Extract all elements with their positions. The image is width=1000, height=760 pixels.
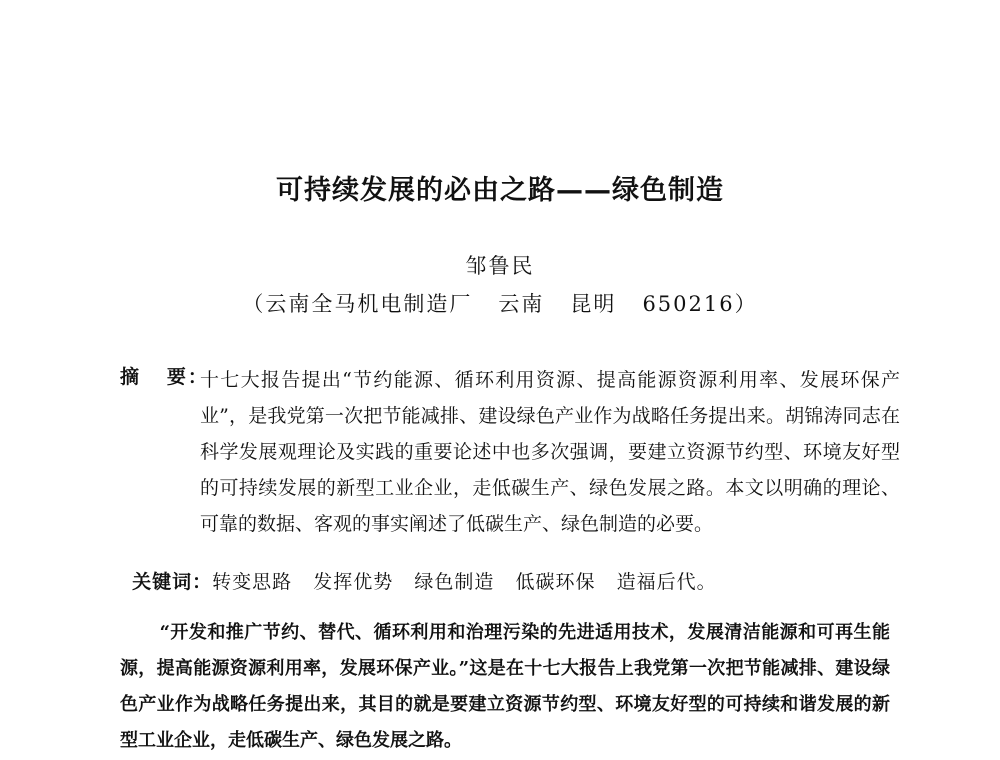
abstract-label: 摘 要： — [120, 366, 209, 388]
author-affiliation: （云南全马机电制造厂 云南 昆明 650216） — [242, 292, 758, 316]
keywords-label: 关键词： — [132, 571, 213, 593]
keywords-list: 转变思路 发挥优势 绿色制造 低碳环保 造福后代。 — [212, 571, 717, 593]
paper-title: 可持续发展的必由之路——绿色制造 — [276, 175, 724, 206]
body-paragraph: “开发和推广节约、替代、循环利用和治理污染的先进适用技术，发展清洁能源和可再生能源，提高能源资源利用率，发展环保产业。”这是在十七大报告上我党第一次把节能减排、建设绿色产业作为战略任务提出来，其目的就是要建立资源节约型、环境友好型的可持续和谐发展的新型工业企业，走低碳生产、绿色发展之路。 — [120, 622, 890, 751]
keywords-line — [120, 545, 717, 594]
author-name: 邹鲁民 — [465, 254, 535, 278]
abstract-text: 十七大报告提出“节约能源、循环利用资源、提高能源资源利用率、发展环保产业”，是我党第一次把节能减排、建设绿色产业作为战略任务提出来。胡锦涛同志在科学发展观理论及实践的重要论述中也多次强调，要建立资源节约型、环境友好型的可持续发展的新型工业企业，走低碳生产、绿色发展之路。本文以明确的理论、可靠的数据、客观的事实阐述了低碳生产、绿色制造的必要。 — [200, 369, 900, 535]
